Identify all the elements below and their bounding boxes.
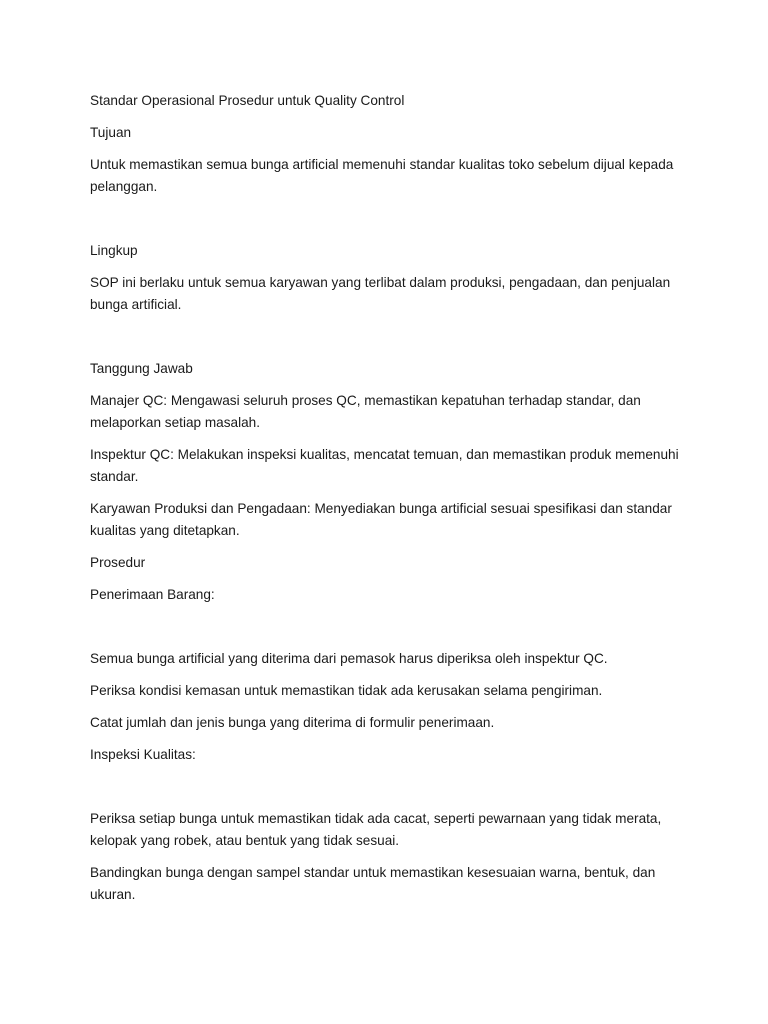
paragraph-karyawan-produksi: Karyawan Produksi dan Pengadaan: Menyediakan bunga artificial sesuai spesifikasi dan standar kualitas yang ditetapkan. <box>90 501 672 538</box>
section-heading-tanggung-jawab: Tanggung Jawab <box>90 361 193 376</box>
paragraph-penerimaan-1: Semua bunga artificial yang diterima dari pemasok harus diperiksa oleh inspektur QC. <box>90 651 608 666</box>
section-heading-tujuan: Tujuan <box>90 125 132 140</box>
spacer <box>90 208 690 240</box>
paragraph-manajer-qc: Manajer QC: Mengawasi seluruh proses QC, memastikan kepatuhan terhadap standar, dan melaporkan setiap masalah. <box>90 393 641 430</box>
subheading-penerimaan-barang: Penerimaan Barang: <box>90 587 215 602</box>
section-heading-prosedur: Prosedur <box>90 555 146 570</box>
spacer <box>90 616 690 648</box>
subheading-inspeksi-kualitas: Inspeksi Kualitas: <box>90 747 196 762</box>
section-heading-lingkup: Lingkup <box>90 243 138 258</box>
paragraph-penerimaan-3: Catat jumlah dan jenis bunga yang diterima di formulir penerimaan. <box>90 715 495 730</box>
spacer <box>90 776 690 808</box>
document-page <box>90 90 690 916</box>
paragraph-lingkup: SOP ini berlaku untuk semua karyawan yang terlibat dalam produksi, pengadaan, dan penjualan bunga artificial. <box>90 275 671 312</box>
paragraph-penerimaan-2: Periksa kondisi kemasan untuk memastikan tidak ada kerusakan selama pengiriman. <box>90 683 603 698</box>
spacer <box>90 326 690 358</box>
paragraph-tujuan: Untuk memastikan semua bunga artificial memenuhi standar kualitas toko sebelum dijual kepada pelanggan. <box>90 157 674 194</box>
document-title: Standar Operasional Prosedur untuk Quality Control <box>90 93 405 108</box>
paragraph-inspeksi-2: Bandingkan bunga dengan sampel standar untuk memastikan kesesuaian warna, bentuk, dan ukuran. <box>90 865 656 902</box>
paragraph-inspeksi-1: Periksa setiap bunga untuk memastikan tidak ada cacat, seperti pewarnaan yang tidak merata, kelopak yang robek, atau bentuk yang tidak sesuai. <box>90 811 662 848</box>
paragraph-inspektur-qc: Inspektur QC: Melakukan inspeksi kualitas, mencatat temuan, dan memastikan produk memenuhi standar. <box>90 447 679 484</box>
